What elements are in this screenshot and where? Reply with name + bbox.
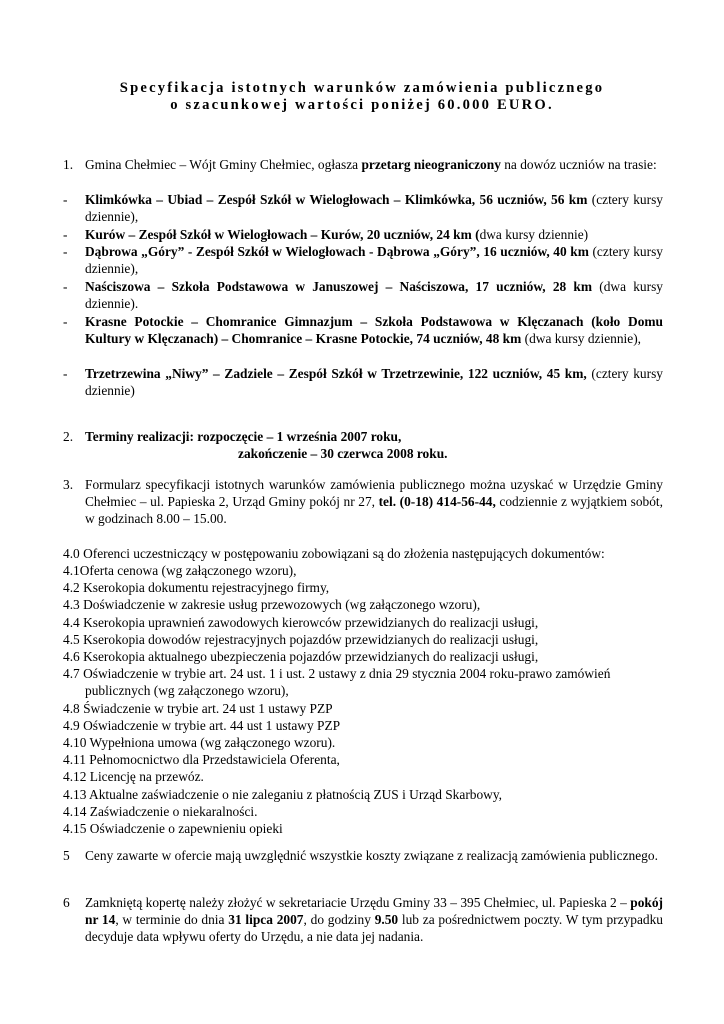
section-4-header: 4.0 Oferenci uczestniczący w postępowaniu zobowiązani są do złożenia następujących dokumentów: — [63, 546, 605, 561]
route-item — [63, 313, 663, 347]
document-list-item: 4.10 Wypełniona umowa (wg załączonego wzoru). — [63, 735, 336, 750]
route-item — [63, 243, 663, 277]
route-text: Krasne Potockie – Chomranice Gimnazjum – Szkoła Podstawowa w Klęczanach (koło Domu Kultury w Klęczanach) – Chomranice – Krasne Potockie, 74 uczniów, 48 km (dwa kursy dziennie), — [85, 314, 663, 347]
section-2-number: 2. — [63, 429, 74, 444]
section-5-number: 5 — [63, 848, 70, 863]
document-list-item: 4.12 Licencję na przewóz. — [63, 769, 204, 785]
document-list-item: 4.8 Świadczenie w trybie art. 24 ust 1 ustawy PZP — [63, 700, 333, 716]
document-list-item: 4.6 Kserokopia aktualnego ubezpieczenia pojazdów przewidzianych do realizacji usługi, — [63, 649, 539, 664]
section-2 — [63, 428, 663, 462]
document-list-item: 4.14 Zaświadczenie o niekaralności. — [63, 803, 258, 819]
route-text: Naściszowa – Szkoła Podstawowa w Januszowej – Naściszowa, 17 uczniów, 28 km (dwa kursy dziennie). — [85, 279, 663, 312]
route-dash: - — [63, 366, 68, 381]
route-dash: - — [63, 192, 68, 207]
route-dash: - — [63, 279, 68, 294]
route-item — [63, 365, 663, 399]
document-list-item: 4.9 Oświadczenie w trybie art. 44 ust 1 ustawy PZP — [63, 717, 341, 733]
section-2-end: zakończenie – 30 czerwca 2008 roku. — [238, 446, 448, 462]
section-3-text: Formularz specyfikacji istotnych warunków zamówienia publicznego można uzyskać w Urzędzie Gminy Chełmiec – ul. Papieska 2, Urząd Gminy pokój nr 27, tel. (0-18) 414-56-44, codziennie z wyjątkiem sobót, w godzinach 8.00 – 15.00. — [85, 477, 663, 527]
route-text: Kurów – Zespół Szkół w Wielogłowach – Kurów, 20 uczniów, 24 km (dwa kursy dziennie) — [85, 227, 589, 242]
section-1 — [63, 156, 663, 173]
route-item — [63, 226, 663, 243]
document-list-item: 4.3 Doświadczenie w zakresie usług przewozowych (wg załączonego wzoru), — [63, 597, 481, 613]
route-text: Dąbrowa „Góry” - Zespół Szkół w Wielogłowach - Dąbrowa „Góry”, 16 uczniów, 40 km (cztery kursy dziennie), — [85, 244, 663, 277]
section-2-start: Terminy realizacji: rozpoczęcie – 1 września 2007 roku, — [85, 429, 402, 444]
route-text: Klimkówka – Ubiad – Zespół Szkół w Wielogłowach – Klimkówka, 56 uczniów, 56 km (cztery kursy dziennie), — [85, 192, 663, 225]
section-1-number: 1. — [63, 157, 74, 172]
route-item — [63, 278, 663, 312]
document-list-item: 4.7 Oświadczenie w trybie art. 24 ust. 1 i ust. 2 ustawy z dnia 29 stycznia 2004 roku-prawo zamówień — [63, 666, 611, 682]
section-6 — [63, 894, 663, 946]
section-5-text: Ceny zawarte w ofercie mają uwzględnić wszystkie koszty związane z realizacją zamówienia publicznego. — [85, 848, 658, 863]
document-title-line-1: Specyfikacja istotnych warunków zamówienia publicznego — [119, 80, 605, 96]
section-3 — [63, 476, 663, 528]
section-6-number: 6 — [63, 895, 70, 910]
section-5 — [63, 847, 663, 864]
route-dash: - — [63, 244, 68, 259]
document-list-item: publicznych (wg załączonego wzoru), — [85, 683, 289, 699]
section-3-number: 3. — [63, 477, 74, 492]
route-item — [63, 191, 663, 225]
route-dash: - — [63, 314, 68, 329]
document-list-item: 4.15 Oświadczenie o zapewnieniu opieki — [63, 821, 283, 836]
document-list-item: 4.2 Kserokopia dokumentu rejestracyjnego firmy, — [63, 580, 330, 596]
document-list-item: 4.1Oferta cenowa (wg załączonego wzoru), — [63, 563, 297, 578]
document-list-item: 4.13 Aktualne zaświadczenie o nie zaleganiu z płatnością ZUS i Urząd Skarbowy, — [63, 786, 503, 802]
route-dash: - — [63, 227, 68, 242]
document-list-item: 4.5 Kserokopia dowodów rejestracyjnych pojazdów przewidzianych do realizacji usługi, — [63, 631, 539, 647]
section-1-intro: Gmina Chełmiec – Wójt Gminy Chełmiec, ogłasza przetarg nieograniczony na dowóz uczniów na trasie: — [85, 157, 657, 172]
document-list-item: 4.4 Kserokopia uprawnień zawodowych kierowców przewidzianych do realizacji usługi, — [63, 614, 539, 630]
section-6-text: Zamkniętą kopertę należy złożyć w sekretariacie Urzędu Gminy 33 – 395 Chełmiec, ul. Papieska 2 – pokój nr 14, w terminie do dnia 31 lipca 2007, do godziny 9.50 lub za pośrednictwem poczty. W tym przypadku decyduje data wpływu oferty do Urzędu, a nie data jej nadania. — [85, 895, 663, 945]
document-title-line-2: o szacunkowej wartości poniżej 60.000 EURO. — [170, 97, 554, 113]
document-list-item: 4.11 Pełnomocnictwo dla Przedstawiciela Oferenta, — [63, 752, 340, 768]
route-text: Trzetrzewina „Niwy” – Zadziele – Zespół Szkół w Trzetrzewinie, 122 uczniów, 45 km, (cztery kursy dziennie) — [85, 366, 663, 399]
